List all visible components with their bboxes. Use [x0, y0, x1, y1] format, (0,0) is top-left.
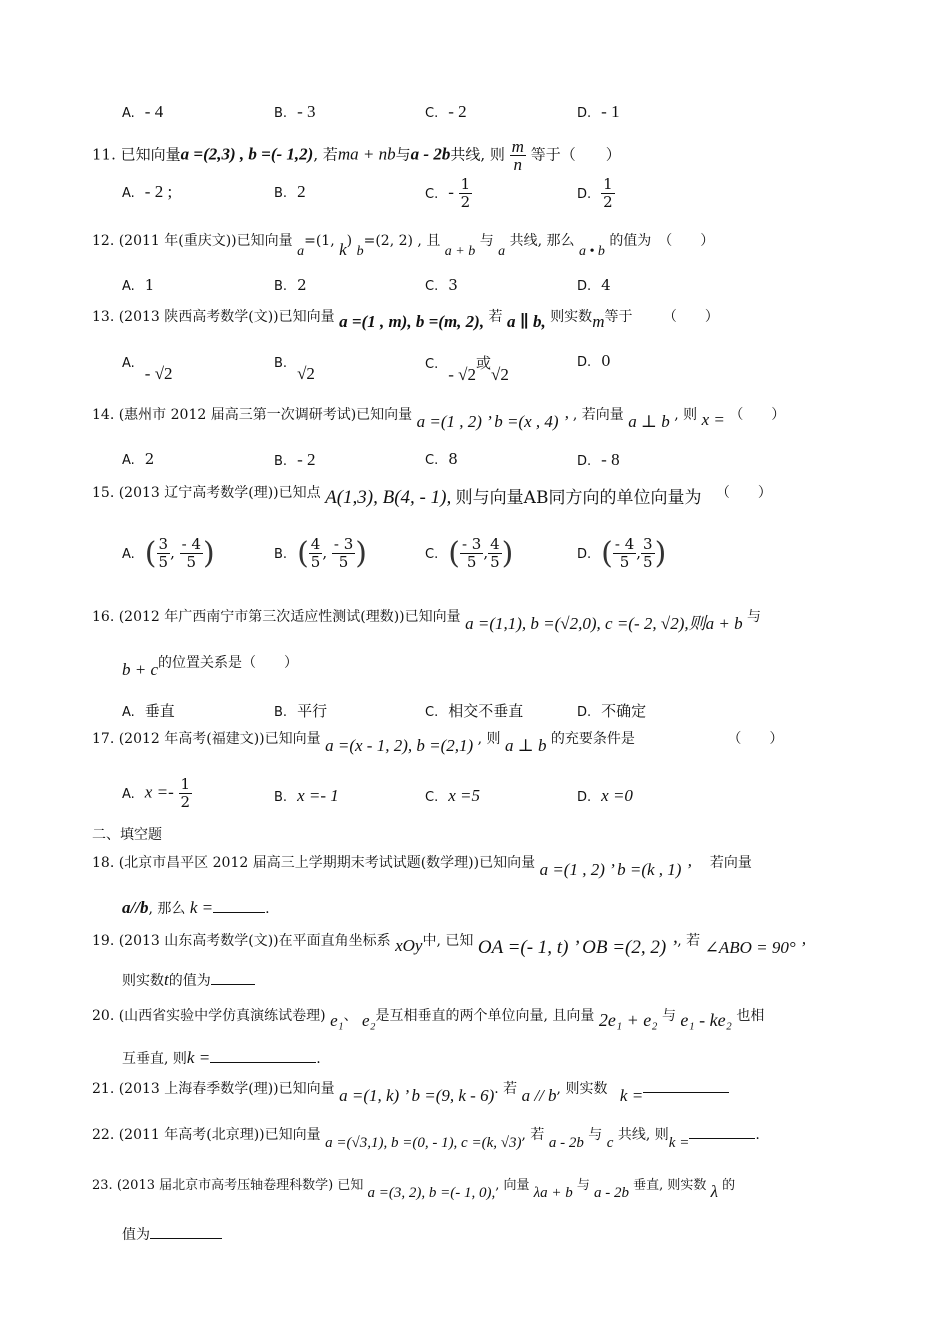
answer-blank[interactable] [689, 1124, 755, 1139]
question-21: 21. (2013 上海春季数学(理))已知向量 a =(1, k) ’ b =(9, k - 6). 若 a // b, 则实数 k = [92, 1078, 729, 1099]
q17-option-b: B. x =- 1 [274, 786, 339, 805]
q11-option-a: A. - 2 ; [122, 182, 173, 201]
q13-option-c: C.- √2或√2 [425, 354, 509, 384]
q10-option-c: C. - 2 [425, 102, 467, 121]
question-16: 16. (2012 年广西南宁市第三次适应性测试(理数))已知向量 a =(1,1), b =(√2,0), c =(- 2, √2),则a + b 与 [92, 609, 762, 633]
q11-option-c: C. - $\frac{1}{2}$ [425, 175, 471, 211]
question-14: 14. (惠州市 2012 届高三第一次调研考试)已知向量 a =(1 , 2) ’ b =(x , 4) ’ , 若向量 a ⊥ b , 则 x = （ ） [92, 407, 786, 431]
q15-option-b: B. ( $\frac{4}{5}$ , $\frac{- 3}{5}$ ) [274, 535, 367, 571]
question-22: 22. (2011 年高考(北京理))已知向量 a =(√3,1), b =(0, - 1), c =(k, √3), 若 a - 2b 与 c 共线, 则k = . [92, 1124, 760, 1145]
q13-option-d: D. 0 [577, 352, 611, 370]
q11-option-d: D. $\frac{1}{2}$ [577, 175, 613, 211]
q10-option-a: A. - 4 [122, 102, 164, 121]
q15-option-a: A. ( $\frac{3}{5}$ , $\frac{- 4}{5}$ ) [122, 535, 215, 571]
question-11: 11. 已知向量a =(2,3) , b =(- 1,2), 若ma + nb与a - 2b共线, 则 $\frac{m}{n}$ 等于（ ） [92, 137, 621, 174]
question-19-line-2: 则实数t的值为 [122, 970, 255, 991]
q14-option-a: A. 2 [122, 450, 155, 468]
q17-option-a: A. x =- $\frac{1}{2}$ [122, 775, 191, 811]
question-15: 15. (2013 辽宁高考数学(理))已知点 A(1,3), B(4, - 1), 则与向量AB同方向的单位向量为 （ ） [92, 485, 772, 508]
q12-option-c: C. 3 [425, 276, 458, 294]
q14-option-b: B. - 2 [274, 450, 316, 469]
question-20: 20. (山西省实验中学仿真演练试卷理) e₁、 e₂是互相垂直的两个单位向量, 且向量 2e₁ + e₂ 与 e₁ - ke₂ 也相 [92, 1008, 765, 1030]
question-23-line-2: 值为 [122, 1224, 222, 1245]
fraction-m-over-n: $\frac{m}{n}$ [511, 137, 524, 174]
question-12: 12. (2011 年(重庆文))已知向量 a=(1, k) b=(2, 2) , 且 a + b 与 a 共线, 那么 a • b 的值为 （ ） [92, 233, 715, 259]
q11-option-b: B. 2 [274, 182, 306, 201]
q10-option-d: D. - 1 [577, 102, 620, 121]
question-17: 17. (2012 年高考(福建文))已知向量 a =(x - 1, 2), b =(2,1) , 则 a ⊥ b 的充要条件是 （ ） [92, 731, 784, 755]
q15-option-c: C. ( $\frac{- 3}{5}$ , $\frac{4}{5}$ ) [425, 535, 514, 571]
question-13: 13. (2013 陕西高考数学(文))已知向量 a =(1 , m), b =(m, 2), 若 a ∥ b, 则实数m等于 （ ） [92, 309, 719, 331]
section-title-fill-in: 二、填空题 [92, 827, 162, 843]
q14-option-d: D. - 8 [577, 450, 620, 469]
answer-blank[interactable] [150, 1224, 222, 1239]
answer-blank[interactable] [211, 970, 255, 985]
q12-option-a: A. 1 [122, 276, 155, 294]
q13-option-a: A.- √2 [122, 356, 173, 383]
question-19: 19. (2013 山东高考数学(文))在平面直角坐标系 xOy中, 已知 OA =(- 1, t) ’ OB =(2, 2) ’, 若 ∠ABO = 90° ’ [92, 933, 806, 958]
q12-option-b: B. 2 [274, 276, 307, 294]
q16-option-a: A. 垂直 [122, 702, 175, 720]
answer-blank[interactable] [213, 898, 265, 913]
question-16-line-2: b + c的位置关系是（ ） [122, 655, 299, 679]
q14-option-c: C. 8 [425, 450, 458, 468]
q12-option-d: D. 4 [577, 276, 611, 294]
q13-option-b: B.√2 [274, 356, 315, 383]
question-18-line-2: a//b, 那么 k = . [122, 898, 270, 917]
q16-option-c: C. 相交不垂直 [425, 702, 524, 720]
q10-option-b: B. - 3 [274, 102, 316, 121]
question-23: 23. (2013 届北京市高考压轴卷理科数学) 已知 a =(3, 2), b =(- 1, 0),, 向量 λa + b 与 a - 2b 垂直, 则实数 λ 的 [92, 1178, 736, 1201]
q15-option-d: D. ( $\frac{- 4}{5}$ , $\frac{3}{5}$ ) [577, 535, 667, 571]
q17-option-c: C. x =5 [425, 786, 480, 805]
answer-blank[interactable] [643, 1078, 729, 1093]
q17-option-d: D. x =0 [577, 786, 633, 805]
question-18: 18. (北京市昌平区 2012 届高三上学期期末考试试题(数学理))已知向量 a =(1 , 2) ’ b =(k , 1) ’ 若向量 [92, 855, 752, 879]
question-20-line-2: 互垂直, 则k = . [122, 1048, 321, 1067]
q16-option-b: B. 平行 [274, 702, 328, 720]
q16-option-d: D. 不确定 [577, 702, 647, 720]
answer-blank[interactable] [210, 1048, 316, 1063]
